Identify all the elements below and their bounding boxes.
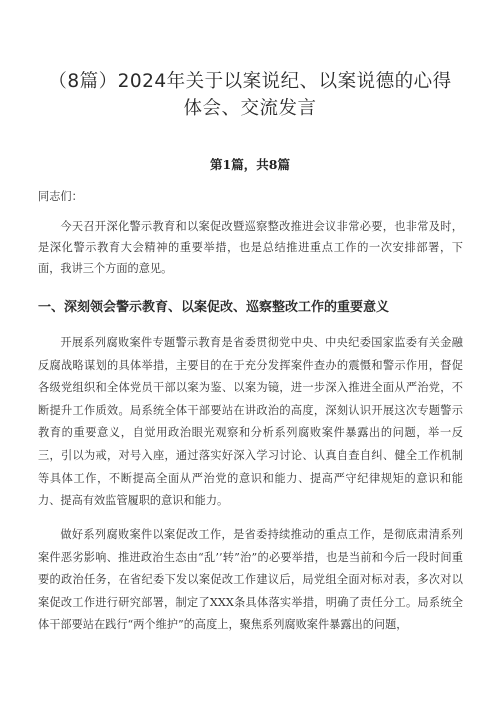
document-title: （8篇）2024年关于以案说纪、以案说德的心得体会、交流发言: [48, 71, 452, 119]
salutation: 同志们：: [38, 190, 83, 203]
paragraph-intro: 今天召开深化警示教育和以案促改暨巡察整改推进会议非常必要，也非常及时，是深化警示教育大会精神的重要举措，也是总结推进重点工作的一次安排部署，下面，我讲三个方面的意见。: [38, 220, 463, 275]
paragraph-body-2: 做好系列腐败案件以案促改工作，是省委持续推动的重点工作，是彻底肃清系列案件恶劣影响、推进政治生态由“乱’’转”治”的必要举措，也是当前和今后一段时间重要的政治任务，在省纪委下发以案促改工作建议后，局党组全面对标对表，多次对以案促改工作进行研究部署，制定了XXX条具体落实举措，明确了责任分工。局系统全体干部要站在践行“两个维护”的高度上，聚焦系列腐败案件暴露出的问题，: [38, 528, 463, 632]
part-label: 第1篇，共8篇: [210, 157, 290, 172]
paragraph-body-1: 开展系列腐败案件专题警示教育是省委贯彻党中央、中央纪委国家监委有关金融反腐战略谋划的具体举措，主要目的在于充分发挥案件查办的震慑和警示作用，督促各级党组织和全体党员干部以案为鉴、以案为镜，进一步深入推进全面从严治党，不断提升工作质效。局系统全体干部要站在讲政治的高度，深刻认识开展这次专题警示教育的重要意义，自觉用政治眼光观察和分析系列腐败案件暴露出的问题，举一反三，引以为戒，对号入座，通过落实好深入学习讨论、认真自查自纠、健全工作机制等具体工作，不断提高全面从严治党的意识和能力、提高严守纪律规矩的意识和能力、提高有效监管履职的意识和能力。: [38, 336, 463, 508]
section-heading-1: 一、深刻领会警示教育、以案促改、巡察整改工作的重要意义: [38, 300, 390, 315]
